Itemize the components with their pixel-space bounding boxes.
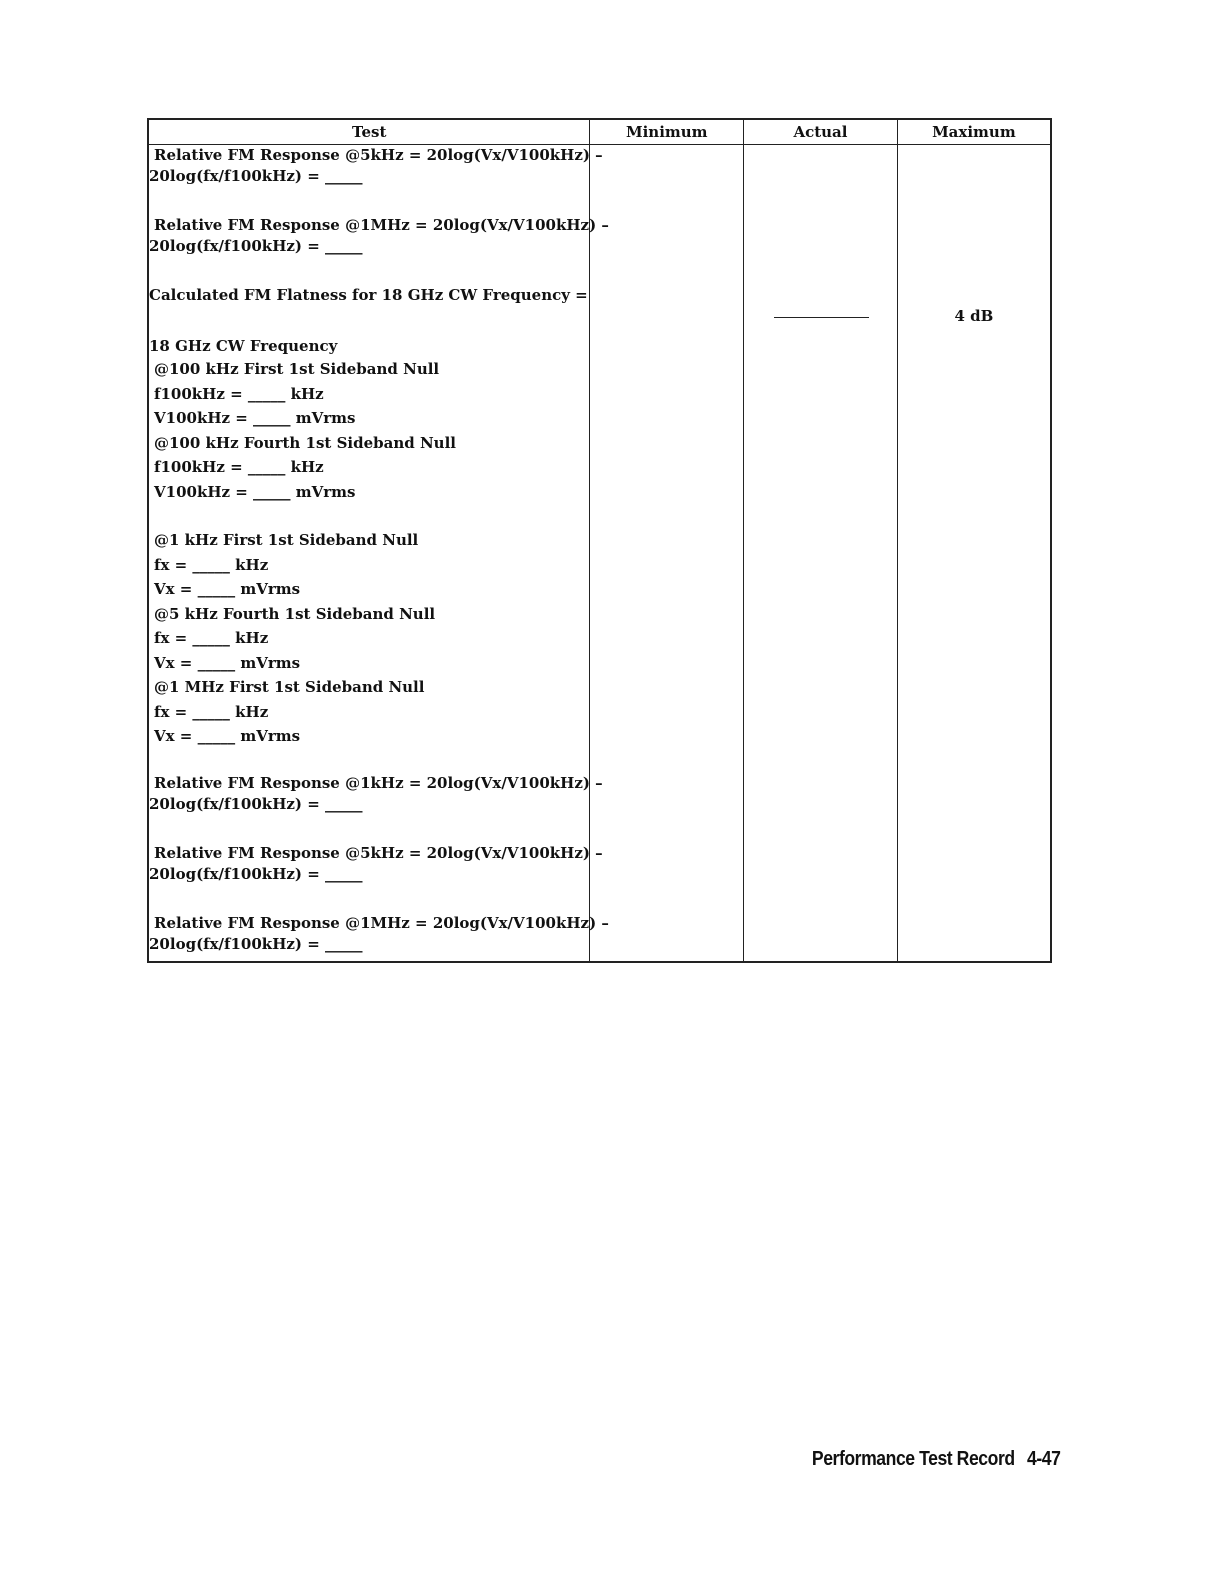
section-18ghz-heading: 18 GHz CW Frequency [149,337,338,355]
test-cell [148,145,609,962]
header-minimum: Minimum [590,119,744,145]
maximum-cell [897,145,1051,962]
rel-1khz-line-1: Relative FM Response @1kHz = 20log(Vx/V100kHz) – [154,773,603,792]
rel-5khz-bottom-line-2: 20log(fx/f100kHz) = _____ [149,864,363,883]
v100khz-field-2: V100kHz = _____ mVrms [154,482,356,501]
null-5khz-fourth-label: @5 kHz Fourth 1st Sideband Null [154,604,436,623]
rel-5khz-line-2: 20log(fx/f100kHz) = _____ [149,167,363,185]
null-1khz-first-label: @1 kHz First 1st Sideband Null [154,531,419,549]
actual-cell [744,145,898,962]
vx-field-3: Vx = _____ mVrms [154,727,301,745]
page-number: 4-47 [1026,1448,1060,1470]
rel-1khz-line-2: 20log(fx/f100kHz) = _____ [149,794,363,813]
table-row [148,145,1051,962]
fx-field-3: fx = _____ kHz [154,702,269,721]
actual-entry-line [774,317,869,318]
header-maximum: Maximum [897,119,1051,145]
fx-field-1: fx = _____ kHz [154,555,269,574]
page-footer [811,1448,1060,1471]
rel-5khz-line-1: Relative FM Response @5kHz = 20log(Vx/V100kHz) – [154,146,603,164]
fx-field-2: fx = _____ kHz [154,629,269,647]
rel-1mhz-bottom-line-2: 20log(fx/f100kHz) = _____ [149,934,363,953]
v100khz-field-1: V100kHz = _____ mVrms [154,409,356,427]
f100khz-field-2: f100kHz = _____ kHz [154,458,324,476]
performance-test-table [147,118,1052,963]
maximum-value: 4 dB [954,307,994,325]
header-actual: Actual [744,119,898,145]
f100khz-field-1: f100kHz = _____ kHz [154,384,324,403]
null-100khz-fourth-label: @100 kHz Fourth 1st Sideband Null [154,433,456,452]
minimum-cell [590,145,744,962]
rel-5khz-bottom-line-1: Relative FM Response @5kHz = 20log(Vx/V100kHz) – [154,843,603,862]
rel-1mhz-line-1: Relative FM Response @1MHz = 20log(Vx/V100kHz) – [154,216,609,234]
footer-title: Performance Test Record [811,1448,1015,1470]
rel-1mhz-bottom-line-1: Relative FM Response @1MHz = 20log(Vx/V100kHz) – [154,913,609,932]
vx-field-1: Vx = _____ mVrms [154,580,301,598]
header-test: Test [148,119,590,145]
vx-field-2: Vx = _____ mVrms [154,653,301,672]
null-1mhz-first-label: @1 MHz First 1st Sideband Null [154,678,425,696]
null-100khz-first-label: @100 kHz First 1st Sideband Null [154,360,440,378]
header-row [148,119,1051,145]
rel-1mhz-line-2: 20log(fx/f100kHz) = _____ [149,237,363,255]
calculated-flatness-label: Calculated FM Flatness for 18 GHz CW Frequency = [149,286,588,304]
